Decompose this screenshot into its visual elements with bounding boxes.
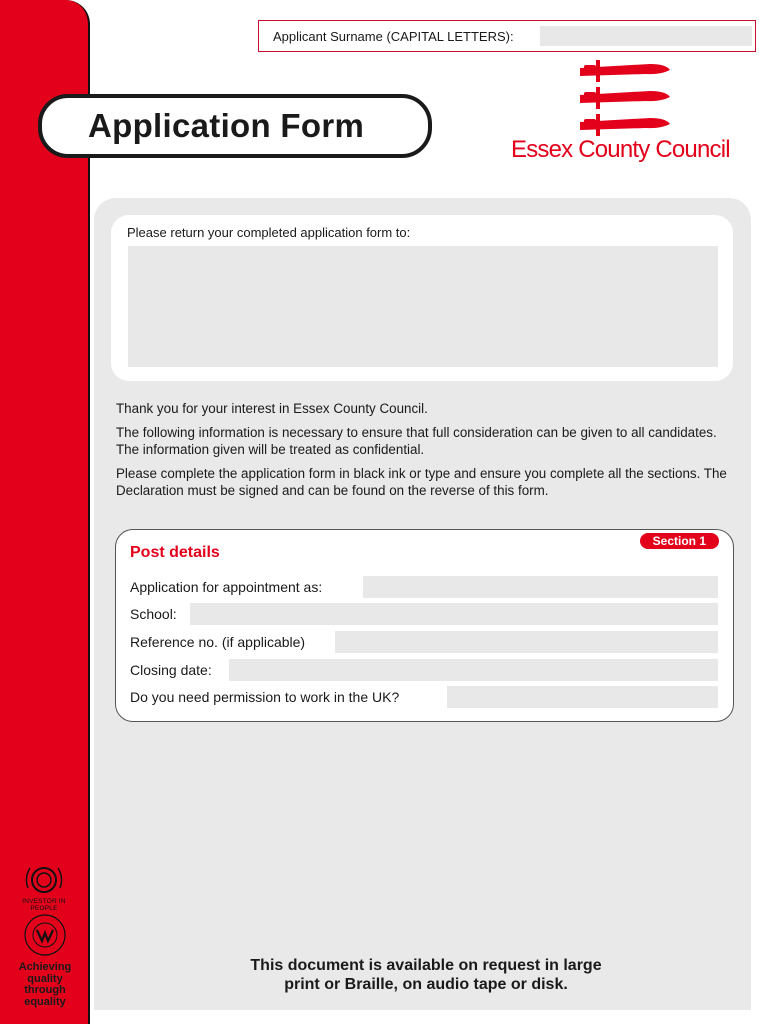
post-details-card xyxy=(115,529,734,722)
section-title: Post details xyxy=(130,544,220,561)
form-row xyxy=(130,631,720,653)
field-label: School: xyxy=(130,606,177,622)
field-label: Closing date: xyxy=(130,662,212,678)
reference-input[interactable] xyxy=(335,631,718,653)
intro-paragraph: The following information is necessary to ensure that full consideration can be given to all candidates. The information given will be treated as confidential. xyxy=(116,425,717,457)
surname-input[interactable] xyxy=(540,26,752,46)
return-address-card xyxy=(111,215,733,381)
section-badge: Section 1 xyxy=(640,533,719,549)
footer-notice xyxy=(180,956,672,994)
disability-symbol-icon xyxy=(22,912,68,958)
page-title: Application Form xyxy=(38,94,432,158)
return-address-label: Please return your completed application form to: xyxy=(127,225,411,240)
field-label: Do you need permission to work in the UK? xyxy=(130,689,400,705)
investors-in-people-label: INVESTOR IN PEOPLE xyxy=(22,898,66,912)
intro-paragraph: Please complete the application form in black ink or type and ensure you complete all the sections. The Declaration must be signed and can be found on the reverse of this form. xyxy=(116,466,727,498)
intro-paragraph: Thank you for your interest in Essex County Council. xyxy=(116,401,428,416)
surname-box xyxy=(258,20,756,52)
investors-in-people-icon xyxy=(20,862,68,898)
seax-icon xyxy=(580,87,670,109)
field-label: Application for appointment as: xyxy=(130,579,323,595)
surname-label: Applicant Surname (CAPITAL LETTERS): xyxy=(273,28,514,44)
field-label: Reference no. (if applicable) xyxy=(130,634,306,650)
footer-line: print or Braille, on audio tape or disk. xyxy=(284,976,568,993)
form-row xyxy=(130,603,720,625)
form-row xyxy=(130,659,720,681)
form-row xyxy=(130,576,720,598)
school-input[interactable] xyxy=(190,603,718,625)
intro-text xyxy=(116,400,736,506)
closing-date-input[interactable] xyxy=(229,659,718,681)
seax-icon xyxy=(580,114,670,136)
appointment-input[interactable] xyxy=(363,576,718,598)
council-name: Essex County Council xyxy=(511,136,730,163)
work-permission-input[interactable] xyxy=(447,686,718,708)
seax-icon xyxy=(580,60,670,82)
return-address-field[interactable] xyxy=(128,246,718,367)
form-row xyxy=(130,686,720,708)
footer-line: This document is available on request in large xyxy=(250,957,602,974)
equality-tagline: Achieving quality through equality xyxy=(18,961,72,1008)
